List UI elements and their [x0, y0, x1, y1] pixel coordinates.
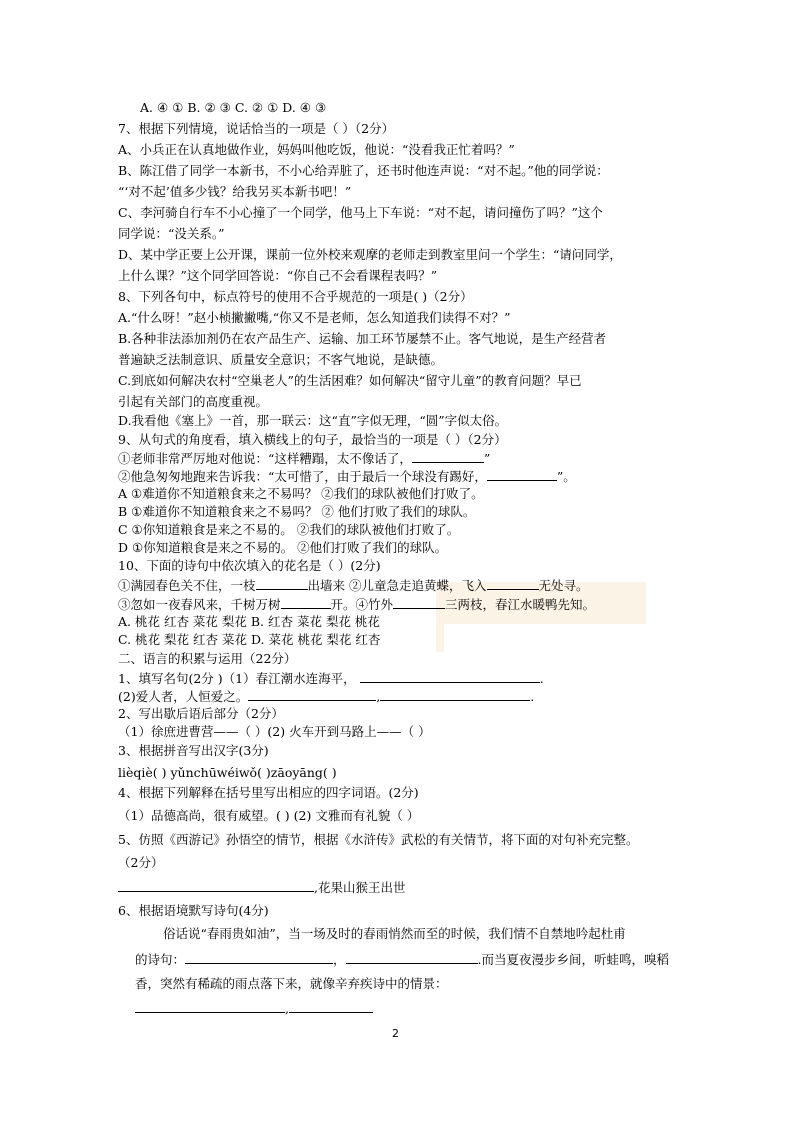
q7-option-d: D、某中学正要上公开课，课前一位外校来观摩的老师走到教室里问一个学生：“请问同学， — [118, 247, 622, 262]
q9-sentence-1-text: ①老师非常严厉地对他说：“这样糟蹋，太不像话了， — [118, 451, 412, 466]
answer-blank[interactable] — [289, 1000, 373, 1013]
s2-q6-stem: 6、根据语境默写诗句(4分) — [118, 903, 269, 918]
s2-q6-para-3: 香，突然有稀疏的雨点落下来，就像辛弃疾诗中的情景： — [135, 976, 448, 991]
highlight-region-2 — [436, 612, 444, 652]
s2-q1-line2-comma: , — [376, 689, 381, 704]
answer-blank[interactable] — [346, 951, 478, 964]
s2-q4-stem: 4、根据下列解释在括号里写出相应的四字词语。(2分) — [118, 785, 419, 800]
q9-option-a: A ①难道你不知道粮食来之不易吗？ ②我们的球队被他们打败了。 — [118, 486, 484, 501]
q10-poem-2 — [118, 596, 595, 613]
q7-option-a: A、小兵正在认真地做作业，妈妈叫他吃饭，他说：“没看我正忙着吗？” — [118, 142, 515, 157]
s2-q1-line2-end: . — [530, 689, 535, 704]
q10-options-ab: A. 桃花 红杏 菜花 梨花 B. 红杏 菜花 梨花 桃花 — [118, 614, 380, 629]
q8-option-c-cont: 引起有关部门的高度重视。 — [118, 394, 269, 409]
q10-poem-2b: 开。④竹外 — [330, 597, 394, 612]
s2-q6-para-2a: 的诗句： — [135, 952, 186, 967]
s2-q6-answer-line — [135, 1000, 373, 1017]
q8-option-a: A.“什么呀！”赵小桢撇撇嘴,“你又不是老师，怎么知道我们读得不对？” — [118, 310, 511, 325]
answer-blank[interactable] — [281, 596, 331, 609]
answer-blank[interactable] — [393, 596, 445, 609]
answer-blank[interactable] — [487, 468, 557, 481]
s2-q6-para-2 — [135, 951, 669, 968]
s2-q3-stem: 3、根据拼音写出汉字(3分) — [118, 743, 269, 758]
q10-options-cd: C. 桃花 梨花 红杏 菜花 D. 菜花 桃花 梨花 红杏 — [118, 632, 381, 647]
section-2-heading: 二、语言的积累与运用（22分） — [118, 651, 297, 666]
s2-q3-pinyin: lièqiè( ) yǔnchūwéiwǒ( )zāoyāng( ) — [118, 765, 337, 780]
s2-q5-couplet-text: ,花果山猴王出世 — [314, 880, 406, 895]
answer-blank[interactable] — [248, 688, 376, 701]
q10-poem-1a: ①满园春色关不住，一枝 — [118, 578, 256, 593]
q9-sentence-1 — [118, 450, 490, 467]
page-number: 2 — [392, 1027, 399, 1040]
q9-option-b: B ①难道你不知道粮食来之不易吗？ ② 他们打败了我们的球队。 — [118, 504, 476, 519]
q7-stem: 7、根据下列情境，说话恰当的一项是（ ）（2分） — [118, 121, 395, 136]
q8-stem: 8、下列各句中，标点符号的使用不合乎规范的一项是( )（2分） — [118, 289, 473, 304]
q10-poem-1b: 出墙来 ②儿童急走追黄蝶，飞入 — [307, 578, 487, 593]
s2-q6-answer-comma: , — [285, 1001, 289, 1016]
q8-option-b: B.各种非法添加剂仍在农产品生产、运输、加工环节屡禁不止。客气地说，是生产经营者 — [118, 331, 607, 346]
q7-option-c: C、李河骑自行车不小心撞了一个同学，他马上下车说：“对不起，请问撞伤了吗？”这个 — [118, 205, 603, 220]
s2-q1-line2 — [118, 688, 534, 705]
q9-stem: 9、从句式的角度看，填入横线上的句子，最恰当的一项是（ ）（2分） — [118, 432, 507, 447]
q9-sentence-2 — [118, 468, 576, 485]
s2-q2-items: （1）徐庶进曹营——（ ）(2) 火车开到马路上——（ ） — [118, 724, 431, 739]
q10-poem-1c: 无处寻。 — [538, 578, 589, 593]
q10-poem-2a: ③忽如一夜春风来，千树万树 — [118, 597, 281, 612]
answer-blank[interactable] — [256, 577, 308, 590]
answer-blank[interactable] — [487, 577, 539, 590]
answer-blank[interactable] — [118, 879, 314, 892]
q10-stem: 10、下面的诗句中依次填入的花名是（ ）(2分) — [118, 558, 381, 573]
q8-option-d: D.我看他《塞上》一首，那一联云：这“直”字似无理，“圆”字似太俗。 — [118, 413, 508, 428]
s2-q5-points: （2分） — [118, 855, 164, 870]
s2-q1-text: 1、填写名句(2分 )（1）春江潮水连海平， — [118, 671, 356, 686]
s2-q1-line2-text: (2)爱人者，人恒爱之。 — [118, 689, 249, 704]
answer-blank[interactable] — [412, 450, 484, 463]
q7-option-b: B、陈江借了同学一本新书，不小心给弄脏了，还书时他连声说：“对不起。”他的同学说： — [118, 163, 609, 178]
q9-sentence-2-text: ②他急匆匆地跑来告诉我：“太可惜了，由于最后一个球没有踢好， — [118, 469, 487, 484]
q9-sentence-1-end: ” — [483, 451, 491, 466]
answer-blank[interactable] — [380, 688, 530, 701]
s2-q5-couplet — [118, 879, 405, 896]
s2-q5-stem: 5、仿照《西游记》孙悟空的情节，根据《水浒传》武松的有关情节，将下面的对句补充完整。 — [118, 832, 639, 847]
q9-option-c: C ①你知道粮食是来之不易的。 ②我们的球队被他们打败了。 — [118, 522, 460, 537]
s2-q1-end: . — [539, 671, 544, 686]
q8-option-c: C.到底如何解决农村“空巢老人”的生活困难？如何解决“留守儿童”的教育问题？早已 — [118, 373, 582, 388]
q7-option-d-cont: 上什么课？”这个同学回答说：“你自己不会看课程表吗？” — [118, 268, 438, 283]
s2-q4-items: （1）品德高尚，很有威望。( ) (2) 文雅而有礼貌（ ） — [118, 808, 420, 823]
q8-option-b-cont: 普遍缺乏法制意识、质量安全意识；不客气地说，是缺德。 — [118, 352, 444, 367]
s2-q2-stem: 2、写出歇后语后部分（2分） — [118, 706, 284, 721]
s2-q1-line1 — [118, 670, 544, 687]
s2-q6-para-2c: .而当夏夜漫步乡间，听蛙鸣，嗅稻 — [477, 952, 670, 967]
answer-blank[interactable] — [135, 1000, 285, 1013]
q7-option-b-cont: “‘对不起’值多少钱？给我另买本新书吧！” — [118, 184, 352, 199]
q9-sentence-2-end: ”。 — [556, 469, 576, 484]
answer-blank[interactable] — [185, 951, 333, 964]
q9-option-d: D ①你知道粮食是来之不易的。 ②他们打败了我们的球队。 — [118, 540, 448, 555]
s2-q6-para-2b: ， — [333, 952, 346, 967]
q10-poem-1 — [118, 577, 589, 594]
answer-blank[interactable] — [360, 670, 540, 683]
q10-poem-2c: 三两枝，春江水暖鸭先知。 — [445, 597, 596, 612]
s2-q6-para-1: 俗话说“春雨贵如油”，当一场及时的春雨悄然而至的时候，我们情不自禁地吟起杜甫 — [163, 926, 626, 941]
q6-options: A. ④ ① B. ② ③ C. ② ① D. ④ ③ — [140, 100, 327, 115]
q7-option-c-cont: 同学说：“没关系。” — [118, 226, 225, 241]
